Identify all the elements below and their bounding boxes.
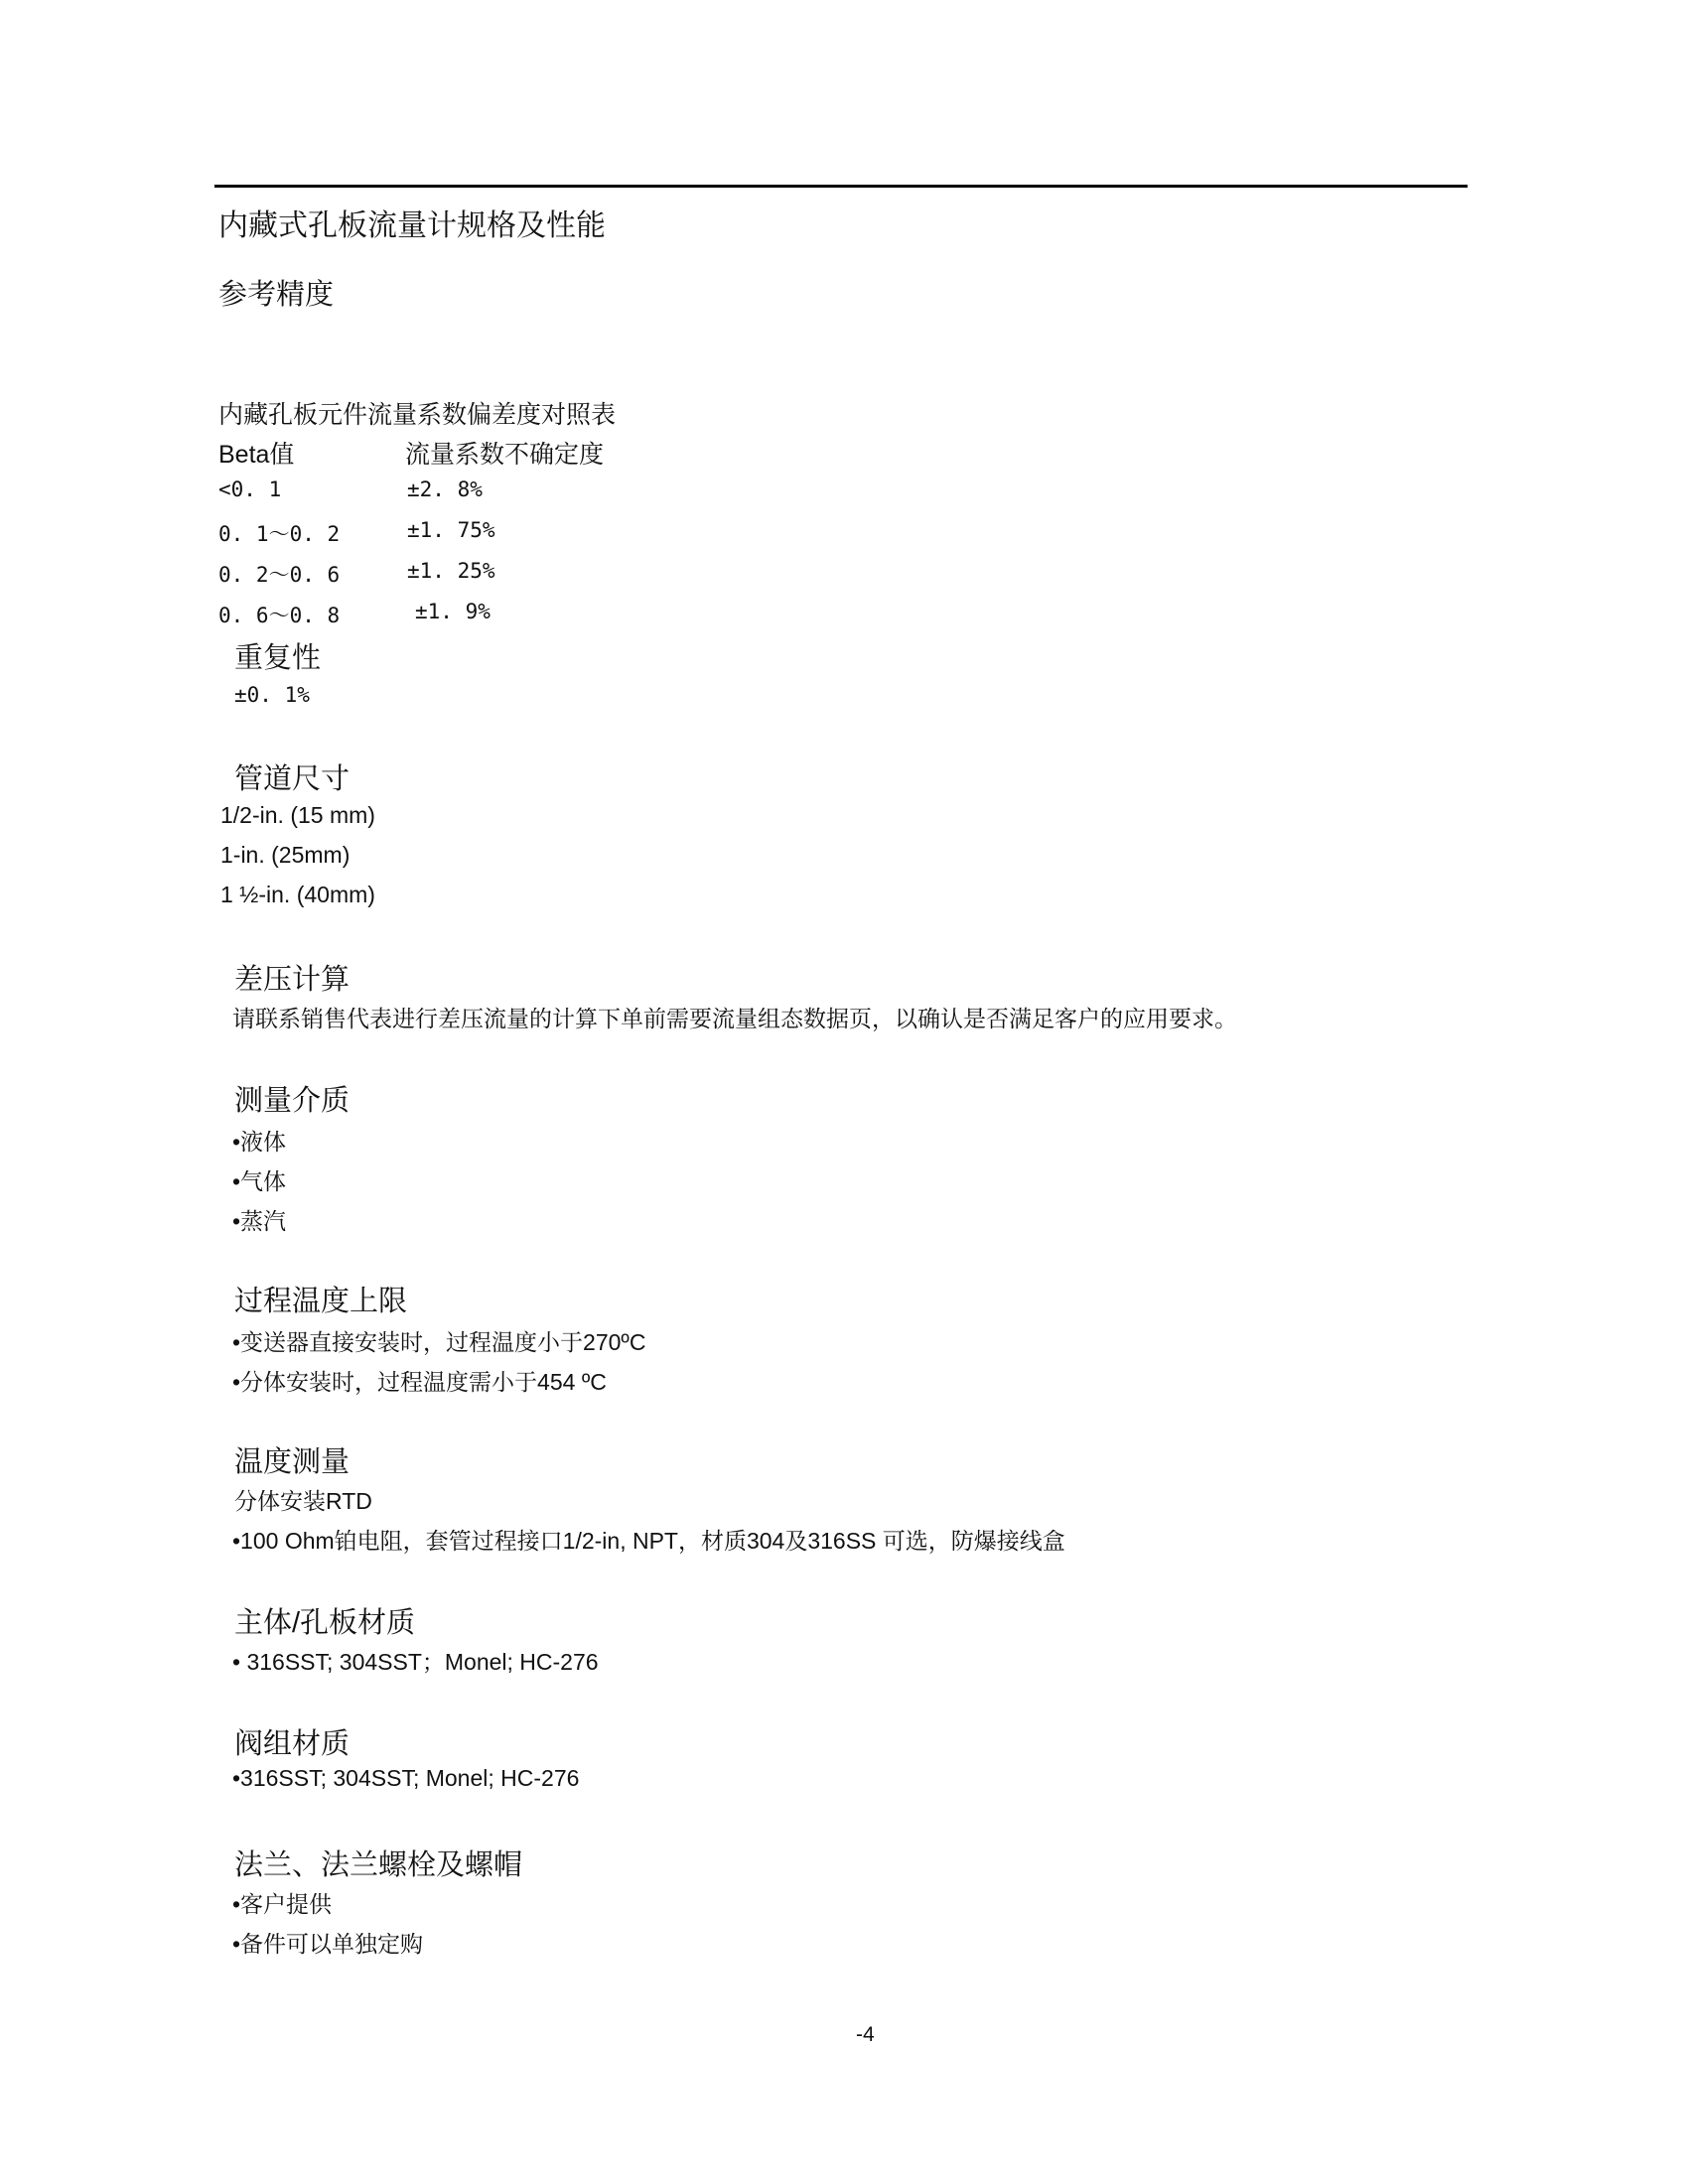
table-row-uncertainty: ±1. 9% (415, 600, 491, 623)
page-number: -4 (856, 2023, 875, 2046)
temp-limit-item: •分体安装时，过程温度需小于454 ºC (232, 1369, 607, 1395)
media-item: •液体 (232, 1129, 287, 1155)
temp-limit-heading: 过程温度上限 (234, 1286, 408, 1317)
table-row-uncertainty: ±1. 75% (407, 518, 495, 542)
table-row-beta: <0. 1 (218, 478, 282, 501)
valve-material-item: •316SST; 304SST; Monel; HC-276 (232, 1765, 580, 1791)
table-title: 内藏孔板元件流量系数偏差度对照表 (218, 401, 617, 429)
media-heading: 测量介质 (234, 1085, 351, 1117)
body-material-item: • 316SST; 304SST；Monel; HC-276 (232, 1649, 599, 1675)
media-item: •蒸汽 (232, 1208, 287, 1234)
pipe-size-heading: 管道尺寸 (234, 763, 351, 795)
table-col-beta: Beta值 (218, 441, 295, 469)
table-row-beta: 0. 1～0. 2 (218, 522, 341, 546)
doc-title: 内藏式孔板流量计规格及性能 (218, 209, 606, 242)
pipe-size-item: 1-in. (25mm) (220, 842, 351, 868)
accuracy-heading: 参考精度 (218, 279, 335, 311)
temp-meas-item: •100 Ohm铂电阻，套管过程接口1/2-in, NPT，材质304及316SS 可选，防爆接线盒 (232, 1528, 1065, 1554)
media-item: •气体 (232, 1168, 287, 1194)
valve-material-heading: 阀组材质 (234, 1728, 351, 1760)
repeatability-value: ±0. 1% (234, 683, 310, 707)
table-row-uncertainty: ±1. 25% (407, 559, 495, 583)
body-material-heading: 主体/孔板材质 (234, 1607, 416, 1639)
dp-calc-text: 请联系销售代表进行差压流量的计算下单前需要流量组态数据页，以确认是否满足客户的应用要求。 (232, 1006, 1237, 1031)
flange-heading: 法兰、法兰螺栓及螺帽 (234, 1849, 523, 1881)
dp-calc-heading: 差压计算 (234, 964, 351, 996)
flange-item: •客户提供 (232, 1891, 333, 1917)
temp-meas-sub: 分体安装RTD (234, 1488, 372, 1514)
table-row-beta: 0. 6～0. 8 (218, 604, 341, 627)
temp-limit-item: •变送器直接安装时，过程温度小于270ºC (232, 1329, 646, 1355)
flange-item: •备件可以单独定购 (232, 1931, 424, 1957)
table-row-uncertainty: ±2. 8% (407, 478, 483, 501)
table-row-beta: 0. 2～0. 6 (218, 563, 341, 587)
table-col-uncertainty: 流量系数不确定度 (405, 441, 605, 469)
temp-meas-heading: 温度测量 (234, 1446, 351, 1478)
header-rule (214, 185, 1468, 188)
pipe-size-item: 1 ½-in. (40mm) (220, 882, 375, 907)
repeatability-heading: 重复性 (234, 642, 322, 674)
pipe-size-item: 1/2-in. (15 mm) (220, 802, 375, 828)
